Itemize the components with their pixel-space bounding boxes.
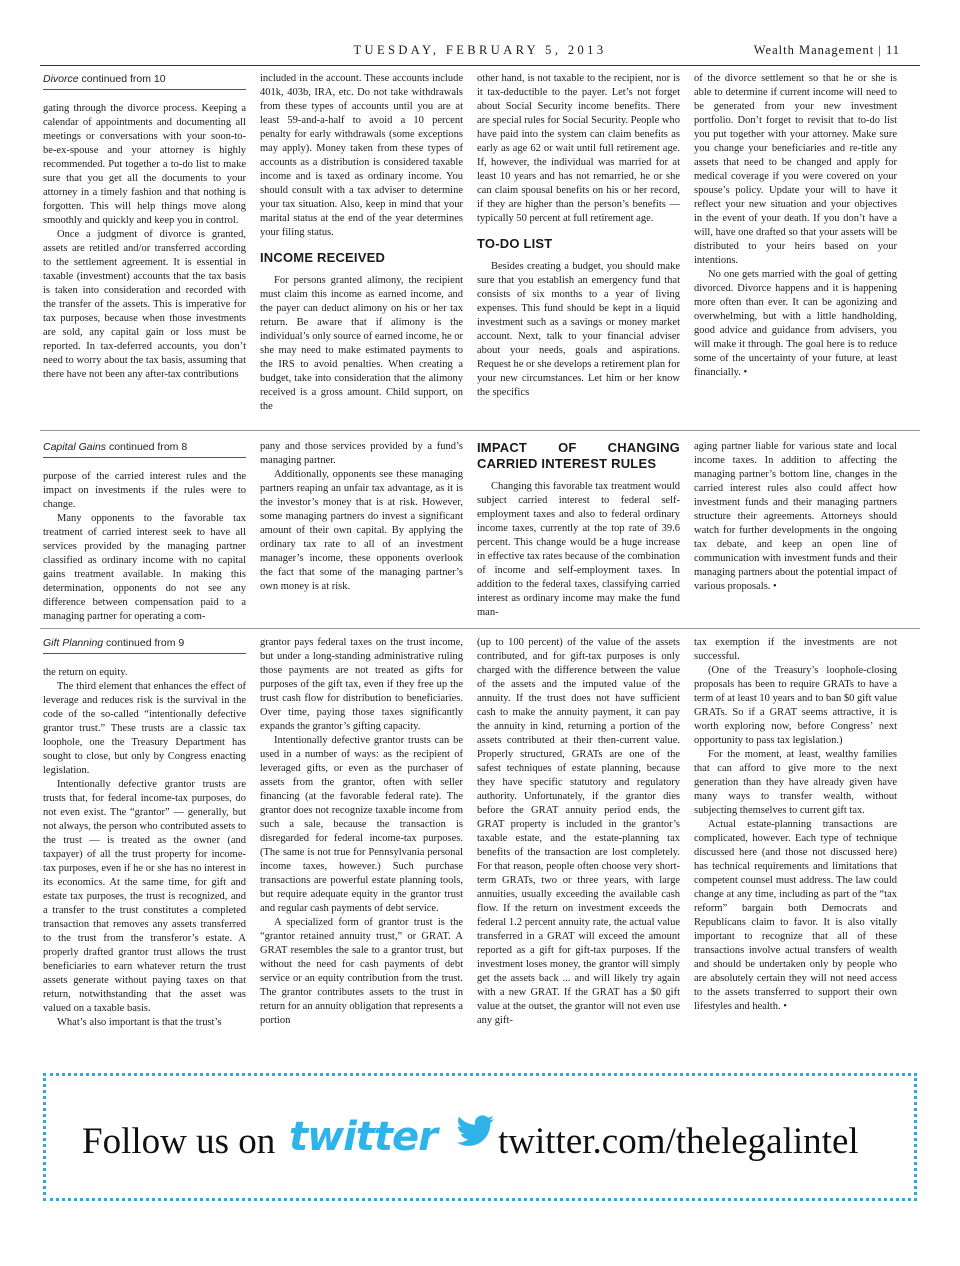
paragraph: (up to 100 percent) of the value of the assets contributed, and for gift-tax purposes is only charged with the difference between the value of the assets and the imputed value of the annuity. If the trust does not have sufficient cash to make the annuity payment, it can pay the annuity in kind, returning a portion of the assets contributed at their then-current value. Properly structured, GRATs are one of the safest techniques of estate planning, because they have specific statutory and regulatory authority. Unfortunately, if the grantor dies before the GRAT annuity period ends, the GRAT property is included in the grantor’s taxable estate, and the estate-planning tax benefits of the transaction are lost completely. For that reason, people often choose very short-term GRATs, two or three years, with large annuities, usually exceeding the available cash flow. If the return on investment exceeds the federal 1.2 percent annuity rate, the actual value transferred in a GRAT will exceed the amount reported as a gift for gift-tax purposes. If the investment loses money, the grantor will simply get the assets back ... and will likely try again with a new GRAT. If the GRAT has a $0 gift value at the outset, the grantor will not even use any gift- — [477, 637, 680, 1026]
capital-col-1 — [43, 440, 246, 624]
capital-col-3 — [477, 440, 680, 624]
jump-continued: continued from 10 — [78, 73, 166, 85]
divorce-col-4 — [694, 72, 897, 424]
capital-col-2 — [260, 440, 463, 624]
subhead-impact-carried-interest: IMPACT OF CHANGING CARRIED INTEREST RULES — [477, 440, 680, 471]
paragraph: Additionally, opponents see these managing partners reaping an unfair tax advantage, as it is the investor’s money that is at risk. However, some managing partners do invest a significant amount of their own capital. By applying the ordinary tax rate to all of an investment manager’s income, these opponents overlook the fact that some of the managing partner’s own money is at risk. — [260, 469, 463, 592]
jump-title: Divorce — [43, 73, 79, 85]
paragraph: Intentionally defective grantor trusts are trusts that, for federal income-tax purposes, do not even exist. The “grantor” — generally, but not always, the person who contributed assets to the trust — is treated as the owner (and taxpayer) of all the trust property for income-tax purposes, even if he or she has no interest in its economics. At the same time, for gift and estate tax purposes, the trust is recognized, and a transfer to the trust constitutes a completed transaction that removes any assets transferred to the trust from the transferor’s estate. A properly drafted grantor trust allows the trust beneficiaries to earn whatever return the trust assets generate without paying taxes on that return, notwithstanding that the asset was valued on a taxable basis. — [43, 779, 246, 1014]
section-page-label: Wealth Management | 11 — [753, 43, 900, 57]
paragraph: Once a judgment of divorce is granted, assets are retitled and/or transferred according to the settlement agreement. It is essential in taxable (investment) accounts that the tax basis is taken into consideration and recorded with the transfer of the assets. This is imperative for tax purposes, because when those investments are sold, any capital gain or loss must be reported. In tax-deferred accounts, you don’t need to worry about the tax basis, assuming that there have not been any after-tax contributions — [43, 229, 246, 380]
follow-us-text: Follow us on — [82, 1121, 276, 1162]
twitter-ad-banner[interactable] — [43, 1073, 917, 1201]
gift-col-2 — [260, 636, 463, 1064]
jump-continued: continued from 8 — [106, 441, 188, 453]
paragraph: other hand, is not taxable to the recipient, nor is it tax-deductible to the payer. Let’s not forget about Social Security income benefits. There are special rules for Social Security. People who have paid into the system can claim benefits as early as age 62 or wait until full retirement age. If, however, the individual was married for at least 10 years and has not remarried, he or she can claim spousal benefits on his or her record, if they are higher than the person’s benefits — typically 50 percent at full retirement age. — [477, 73, 680, 224]
paragraph: grantor pays federal taxes on the trust income, but under a long-standing administrative ruling those payments are not treated as gifts for purposes of the gift tax, even if they free up the trust cash flow for distribution to beneficiaries. Over time, paying those taxes significantly expands the grantor’s gifting capacity. — [260, 637, 463, 732]
divorce-story — [40, 72, 920, 424]
paragraph: Intentionally defective grantor trusts can be used in a number of ways: as the recipient of leveraged gifts, or even as the purchaser of assets from the grantor, often with seller financing (at the favorable federal rate). The grantor does not recognize taxable income from such a sale, because the transaction is disregarded for federal income-tax purposes. (The same is not true for Pennsylvania personal income taxes, however.) Such purchase transactions are powerful estate planning tools, but require adequate equity in the grantor trust and regular cash payments of debt service. — [260, 735, 463, 914]
twitter-bird-icon — [456, 1114, 496, 1150]
capital-gains-story — [40, 440, 920, 622]
paragraph: Many opponents to the favorable tax treatment of carried interest seek to have all services provided by the managing partner classified as ordinary income with no capital gains treatment available. In making this determination, opponents do not see any difference between compensation paid to a managing partner for operating a com- — [43, 513, 246, 622]
divorce-jump-line — [43, 72, 246, 90]
paragraph: of the divorce settlement so that he or she is able to determine if current income will need to be generated from your new investment portfolio. Don’t forget to revisit that to-do list you put together with your attorney. Make sure you change your beneficiaries and re-title any assets that need to be changed and apply for medical coverage if you were covered on your spouse’s policy. Update your will to have it reflect your new situation and your objectives in the event of your death. If you don’t have a will, have one drafted so that your assets will be distributed to your heirs based on your intentions. — [694, 73, 897, 266]
paragraph: gating through the divorce process. Keeping a calendar of appointments and documenting all meetings or conversations with your soon-to-be-ex-spouse and your attorney is highly recommended. Put together a to-do list to make sure that you get all the documents to your attorney in a timely fashion and that nothing is forgotten. This will help things move along smoothly and quickly and keep you in control. — [43, 103, 246, 226]
issue-date: TUESDAY, FEBRUARY 5, 2013 — [353, 43, 607, 57]
jump-title: Gift Planning — [43, 637, 104, 649]
paragraph: (One of the Treasury’s loophole-closing proposals has been to require GRATs to have a term of at least 10 years and to ban $0 gift value GRATs. So if a GRAT seems attractive, it is worth exploring now, before Congress’ next opportunity to pass tax legislation.) — [694, 665, 897, 746]
gift-col-3 — [477, 636, 680, 1064]
twitter-url-link[interactable]: twitter.com/thelegalintel — [498, 1121, 859, 1162]
jump-continued: continued from 9 — [103, 637, 185, 649]
paragraph: For persons granted alimony, the recipient must claim this income as earned income, and the payer can deduct alimony on his or her tax return. Be aware that if alimony is the individual’s only source of earned income, he or she may need to make estimated payments to the IRS to avoid penalties. When creating a budget, take into consideration that the alimony received is a gross amount. Child support, on the — [260, 275, 463, 412]
paragraph: For the moment, at least, wealthy families that can afford to give more to the next generation than they have already given have many ways to transfer wealth, without subjecting themselves to current gift tax. — [694, 749, 897, 816]
paragraph: aging partner liable for various state and local income taxes. In addition to affecting the managing partner’s bottom line, changes in the carried interest rules also could affect how investment funds and their managing partners structure their agreements. Attorneys should watch for further developments in the ongoing tax debate, and keep an open line of communication with investment funds and their managing partners about the potential impact of various proposals. • — [694, 441, 897, 592]
paragraph: The third element that enhances the effect of leverage and reduces risk is the survival in the code of the so-called “intentionally defective grantor trust.” These trusts are a classic tax loophole, one the Treasury Department has sought to close, but only by Congress enacting legislation. — [43, 681, 246, 776]
capital-jump-line — [43, 440, 246, 458]
capital-col-4 — [694, 440, 897, 624]
masthead — [40, 40, 920, 66]
gift-col-4 — [694, 636, 897, 1064]
paragraph: What’s also important is that the trust’s — [57, 1017, 222, 1028]
divorce-col-3 — [477, 72, 680, 424]
paragraph: the return on equity. — [43, 667, 128, 678]
paragraph: Besides creating a budget, you should make sure that you establish an emergency fund that consists of six months to a year of living expenses. This fund should be kept in a liquid investment such as a savings or money market account. Next, talk to your financial adviser about your needs, goals and aspirations. Request he or she develops a retirement plan for your new circumstances. Let him or her know the specifics — [477, 261, 680, 398]
gift-jump-line — [43, 636, 246, 654]
paragraph: Actual estate-planning transactions are complicated, however. Each type of technique discussed here (and those not discussed here) has technical requirements and limitations that competent counsel must address. The law could change at any time, including as part of the “tax reform” bargain both Democrats and Republicans claim to favor. It is also vitally important to recognize that all of these transactions involve actual transfers of wealth and should be undertaken only by people who are absolutely certain they will not need access to the assets transferred to support their own lifestyles and health. • — [694, 819, 897, 1012]
paragraph: included in the account. These accounts include 401k, 403b, IRA, etc. Do not take withdrawals from these types of accounts until you are at least 59-and-a-half to avoid a 10 percent penalty for early withdrawals (some exceptions may apply). Money taken from these types of accounts as a distribution is considered taxable income and is taxed as ordinary income. You should consult with a tax adviser to determine your tax situation. Also, keep in mind that your marital status at the end of the year determines your filing status. — [260, 73, 463, 238]
subhead-income-received: INCOME RECEIVED — [260, 250, 386, 265]
subhead-to-do-list: TO-DO LIST — [477, 236, 553, 251]
paragraph: Changing this favorable tax treatment would subject carried interest to federal self-employment taxes and also to federal ordinary income taxes, currently at the top rate of 39.6 percent. This change would be a huge increase in effective tax rates because of the combination of income and self-employment taxes. In addition to the federal taxes, classifying carried interest as ordinary income may make the fund man- — [477, 481, 681, 618]
jump-title: Capital Gains — [43, 441, 107, 453]
paragraph: No one gets married with the goal of getting divorced. Divorce happens and it is happening more often than ever. It can be agonizing and overwhelming, but with a little handholding, good advice and guidance from advisers, you will make it through. The goal here is to reduce some of the uncertainty of your future, at least financially. • — [694, 269, 897, 378]
story-divider — [40, 430, 920, 431]
paragraph: A specialized form of grantor trust is the “grantor retained annuity trust,” or GRAT. A GRAT resembles the sale to a grantor trust, but without the need for cash payments of debt service or an equity contribution from the trust. The grantor contributes assets to the trust in return for an annuity obligation that represents a portion — [260, 917, 463, 1026]
gift-planning-story — [40, 636, 920, 1064]
gift-col-1 — [43, 636, 246, 1064]
divorce-col-1 — [43, 72, 246, 424]
story-divider — [40, 628, 920, 629]
paragraph: purpose of the carried interest rules and the impact on investments if the rules were to change. — [43, 471, 246, 510]
paragraph: tax exemption if the investments are not successful. — [694, 637, 897, 662]
divorce-col-2 — [260, 72, 463, 424]
twitter-logo: twitter — [289, 1114, 437, 1160]
paragraph: pany and those services provided by a fund’s managing partner. — [260, 441, 463, 466]
